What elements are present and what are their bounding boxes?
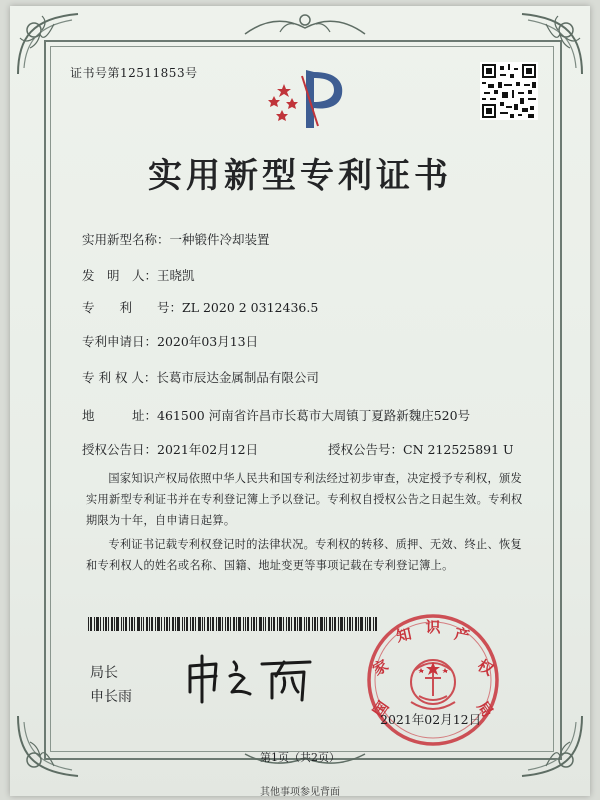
seal-date: 2021年02月12日 — [380, 712, 482, 727]
field-label: 专 利 号： — [82, 300, 183, 315]
field-value: 王晓凯 — [157, 268, 195, 283]
legal-status-paragraph: 专利证书记载专利权登记时的法律状况。专利权的转移、质押、无效、终止、恢复和专利权人的姓名或名称、国籍、地址变更等事项记载在专利登记簿上。 — [86, 538, 522, 572]
signatory-title: 局长 — [90, 665, 118, 681]
certificate-number: 证书号第12511853号 — [70, 66, 198, 80]
field-label: 实用新型名称： — [82, 232, 170, 247]
field-grant-date — [82, 440, 258, 458]
field-patent-number — [82, 298, 318, 316]
official-seal-icon — [363, 610, 503, 750]
svg-text:家: 家 — [369, 656, 392, 680]
field-label: 地 址： — [82, 408, 158, 423]
field-value: ZL 2020 2 0312436.5 — [182, 300, 319, 315]
field-utility-model-name — [82, 230, 270, 248]
field-address — [82, 406, 470, 424]
corner-ornament-icon — [12, 710, 84, 782]
field-grant-number — [328, 440, 514, 458]
corner-ornament-icon — [516, 710, 588, 782]
svg-text:识: 识 — [425, 618, 441, 636]
field-value: 一种锻件冷却装置 — [169, 232, 270, 247]
qr-code-icon — [480, 62, 538, 120]
svg-text:知: 知 — [394, 624, 414, 646]
field-value: 2021年02月12日 — [157, 442, 259, 457]
field-inventor — [82, 266, 195, 284]
page-number: 第1页（共2页） — [260, 751, 340, 764]
field-value: 长葛市辰达金属制品有限公司 — [156, 370, 319, 385]
svg-text:国: 国 — [369, 697, 393, 721]
statement-paragraph: 国家知识产权局依照中华人民共和国专利法经过初步审查，决定授予专利权，颁发实用新型专利证书并在专利登记簿上予以登记。专利权自授权公告之日起生效。专利权期限为十年，自申请日起算。 — [86, 472, 523, 527]
field-value: 2020年03月13日 — [157, 334, 259, 349]
field-filing-date — [82, 332, 258, 350]
svg-text:产: 产 — [452, 624, 472, 646]
field-value: CN 212525891 U — [403, 442, 514, 457]
field-label: 发 明 人： — [82, 268, 158, 283]
field-label: 专利申请日： — [82, 334, 158, 349]
svg-text:权: 权 — [474, 656, 497, 680]
handwritten-signature-icon — [180, 646, 320, 706]
certificate-title: 实用新型专利证书 — [148, 156, 452, 196]
field-label: 专 利 权 人： — [82, 370, 157, 385]
cnipa-logo-icon — [262, 64, 352, 134]
footer-note: 其他事项参见背面 — [260, 787, 340, 798]
field-label: 授权公告号： — [328, 442, 404, 457]
field-value: 461500 河南省许昌市长葛市大周镇丁夏路新魏庄520号 — [157, 408, 471, 423]
certificate-sheet — [10, 6, 590, 796]
field-patentee — [82, 368, 319, 386]
svg-text:局: 局 — [473, 697, 497, 721]
top-ornament-icon — [240, 10, 370, 38]
field-label: 授权公告日： — [82, 442, 158, 457]
barcode-icon — [88, 617, 378, 631]
signatory-name: 申长雨 — [90, 689, 132, 705]
